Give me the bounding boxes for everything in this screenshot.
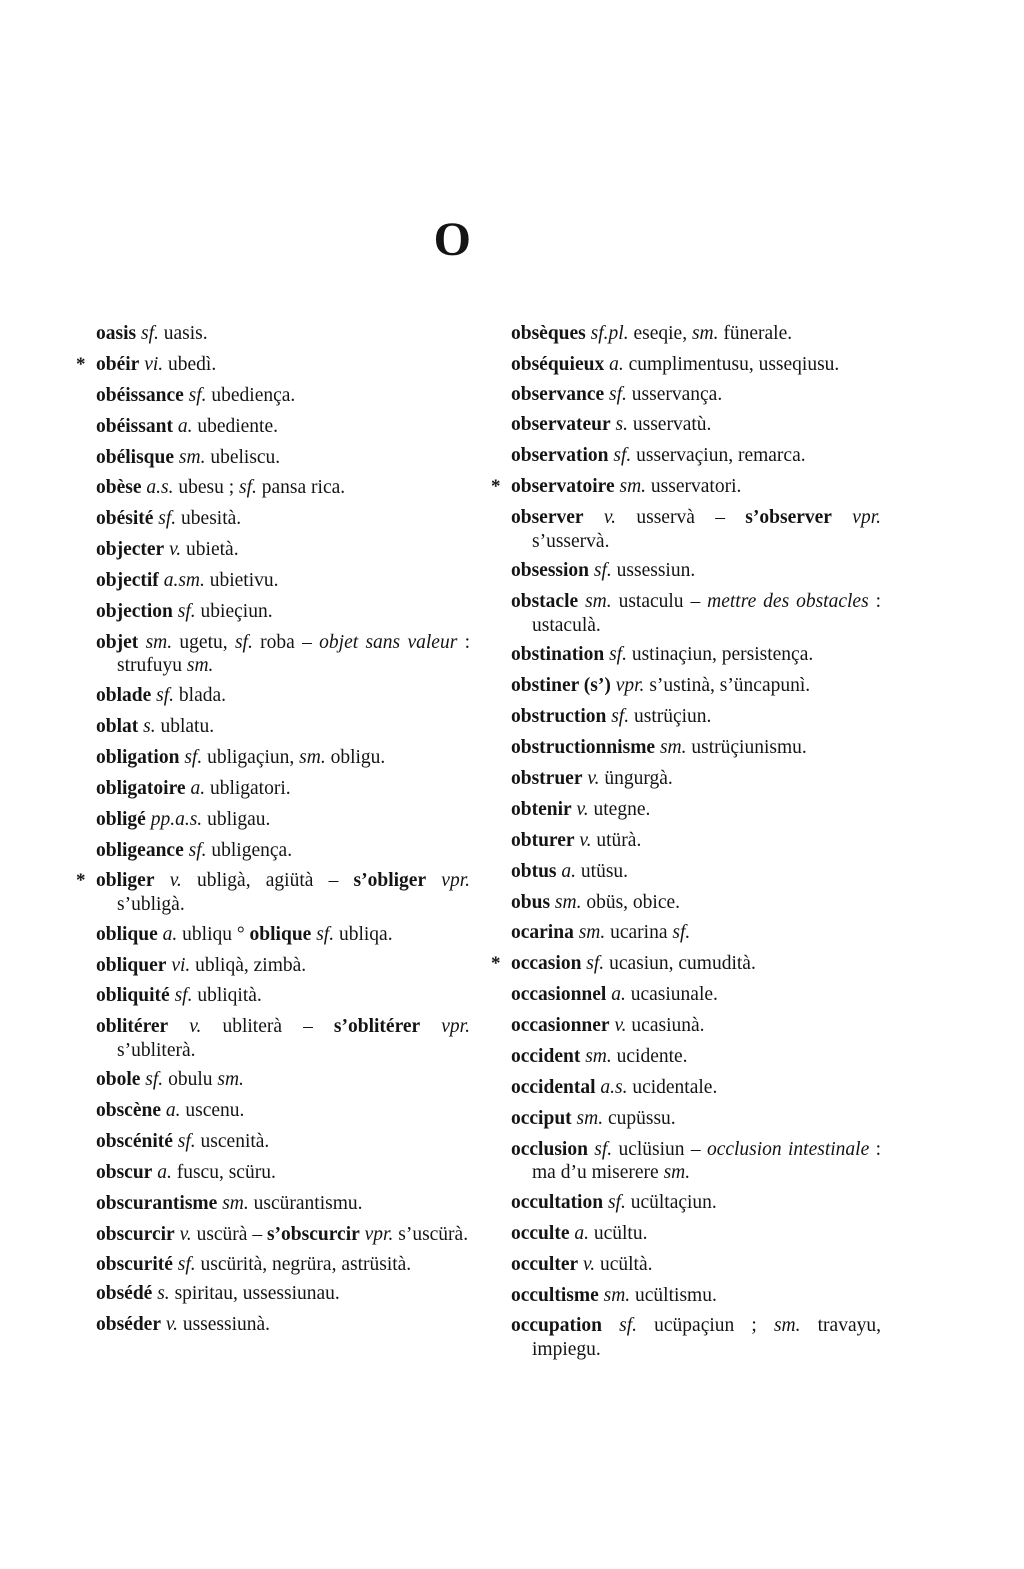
definition-text: üngurgà. — [599, 767, 673, 789]
definition-text: uscürà – — [191, 1223, 267, 1245]
definition-text: ubliqà, zimbà. — [190, 954, 307, 976]
definition-text — [602, 1315, 619, 1336]
dictionary-entry — [511, 1284, 881, 1308]
headword: obus — [511, 891, 551, 913]
dictionary-entry — [511, 860, 881, 884]
headword: occasionner — [511, 1015, 610, 1037]
dictionary-entry — [511, 444, 881, 468]
definition-text — [155, 870, 170, 891]
definition-text: : strufuyu — [117, 631, 471, 677]
dictionary-entry — [96, 715, 470, 739]
grammar-label: sf.pl. — [590, 323, 629, 344]
definition-text: s’uscürà. — [393, 1223, 469, 1245]
definition-text: ubliqu ° — [177, 923, 250, 945]
definition-text — [584, 507, 604, 528]
headword: obsèques — [511, 323, 586, 344]
definition-text: utegne. — [588, 798, 651, 820]
dictionary-entry — [511, 674, 881, 698]
headword: occasionnel — [511, 984, 607, 1006]
definition-text: usservatù. — [628, 414, 712, 436]
definition-text — [138, 632, 145, 653]
grammar-label: vpr. — [441, 1016, 470, 1038]
definition-text: : ustaculà. — [532, 591, 882, 636]
headword: occidental — [511, 1076, 596, 1098]
grammar-label: v. — [169, 870, 182, 892]
definition-text: ustaculu – — [611, 591, 708, 613]
dictionary-entry — [96, 1015, 470, 1062]
grammar-label: sm. — [603, 1284, 631, 1306]
dictionary-entry — [511, 1138, 881, 1185]
definition-text: ucültà. — [595, 1253, 653, 1275]
headword: observer — [511, 507, 584, 529]
headword: obtenir — [511, 798, 572, 820]
dictionary-entry — [96, 1192, 470, 1216]
grammar-label: sm. — [217, 1069, 244, 1091]
headword: objet — [96, 631, 139, 653]
grammar-label: sm. — [178, 446, 206, 468]
dictionary-entry — [511, 921, 881, 945]
definition-text: ussessiunà. — [177, 1314, 271, 1336]
dictionary-entry — [511, 798, 881, 822]
definition-text: fuscu, scüru. — [171, 1162, 276, 1184]
headword: observation — [511, 445, 609, 467]
example-phrase: occlusion intestinale — [706, 1138, 870, 1160]
definition-text: ustrüçiun. — [629, 706, 712, 728]
headword: obsession — [511, 560, 590, 582]
headword: s’observer — [745, 507, 832, 529]
example-phrase: mettre des obstacles — [707, 591, 869, 613]
headword: obtus — [511, 860, 557, 882]
definition-text: ubieçiun. — [195, 601, 273, 623]
grammar-label: sf. — [611, 706, 630, 728]
headword: obligeance — [96, 839, 184, 861]
definition-text: usservança. — [626, 383, 723, 405]
definition-text: s’ubliterà. — [117, 1039, 196, 1061]
headword: obscène — [96, 1100, 161, 1122]
headword: obstruction — [511, 706, 607, 728]
definition-text: s’ubligà. — [117, 893, 185, 915]
definition-text: uscenità. — [195, 1131, 270, 1153]
grammar-label: sf. — [184, 746, 203, 768]
grammar-label: s. — [157, 1283, 170, 1305]
definition-text: uasis. — [158, 323, 208, 344]
dictionary-entry — [511, 1253, 881, 1277]
definition-text: ubediente. — [192, 415, 278, 437]
grammar-label: sf. — [619, 1315, 638, 1337]
definition-text: ubietivu. — [204, 570, 279, 592]
dictionary-entry — [96, 569, 470, 593]
definition-text: s’ustinà, s’üncapunì. — [644, 675, 811, 697]
headword: observateur — [511, 414, 611, 436]
dictionary-entry — [96, 1099, 470, 1123]
dictionary-entry — [96, 1223, 470, 1247]
asterisk-marker: * — [491, 953, 501, 975]
grammar-label: v. — [165, 1314, 178, 1336]
dictionary-entry — [76, 869, 471, 916]
headword: obsédé — [96, 1283, 153, 1305]
headword: objecter — [96, 539, 165, 561]
definition-text: ubligau. — [202, 808, 271, 830]
headword: occiput — [511, 1107, 572, 1129]
grammar-label: v. — [587, 767, 600, 789]
definition-text: ucültaçiun. — [625, 1191, 717, 1213]
headword: obscurcir — [96, 1223, 175, 1245]
definition-text: ucidentale. — [627, 1076, 718, 1098]
headword: occupation — [511, 1315, 603, 1337]
grammar-label: v. — [179, 1223, 192, 1245]
headword: oasis — [96, 323, 137, 344]
headword: occident — [511, 1045, 581, 1067]
grammar-label: v. — [614, 1015, 627, 1037]
definition-text: ubesità. — [176, 508, 242, 530]
dictionary-entry — [511, 705, 881, 729]
definition-text: ubligà, agiütà – — [181, 870, 354, 892]
grammar-label: sm. — [663, 1162, 691, 1184]
grammar-label: sm. — [299, 746, 326, 768]
dictionary-entry — [96, 384, 470, 408]
asterisk-marker: * — [491, 476, 501, 498]
dictionary-entry — [511, 559, 881, 583]
definition-text: eseqie, — [628, 323, 692, 344]
definition-text — [420, 1016, 441, 1037]
dictionary-entry — [96, 1130, 470, 1154]
dictionary-entry — [511, 1076, 881, 1100]
headword: observatoire — [511, 476, 615, 498]
dictionary-entry — [96, 839, 470, 863]
grammar-label: v. — [603, 507, 617, 529]
grammar-label: sf. — [177, 601, 196, 623]
headword: obole — [96, 1069, 141, 1091]
definition-text: s’usservà. — [532, 530, 610, 552]
grammar-label: sf. — [239, 477, 257, 499]
dictionary-entry — [96, 538, 470, 562]
dictionary-entry — [511, 1191, 881, 1215]
dictionary-entry — [96, 322, 470, 346]
headword: obèse — [96, 477, 142, 499]
headword: obéissance — [96, 384, 184, 406]
grammar-label: a. — [162, 923, 178, 945]
headword: obscurité — [96, 1253, 173, 1275]
headword: obliger — [96, 870, 155, 892]
grammar-label: sm. — [773, 1315, 801, 1337]
headword: obliquité — [96, 985, 170, 1007]
grammar-label: sm. — [659, 737, 687, 759]
section-letter: O — [433, 213, 472, 266]
headword: obéir — [96, 353, 140, 375]
grammar-label: a. — [157, 1162, 172, 1184]
grammar-label: a. — [611, 984, 626, 1006]
grammar-label: sf. — [594, 1138, 613, 1160]
headword: objectif — [96, 570, 159, 592]
asterisk-marker: * — [76, 870, 86, 892]
dictionary-entry — [491, 475, 881, 499]
grammar-label: vi. — [171, 954, 191, 976]
dictionary-entry — [491, 952, 881, 976]
section-letter-heading — [0, 212, 966, 267]
headword: obstination — [511, 644, 605, 666]
definition-text: uscürantismu. — [248, 1193, 363, 1215]
definition-text: obligu. — [325, 746, 386, 768]
dictionary-entry — [96, 1282, 470, 1306]
dictionary-entry — [76, 353, 470, 377]
definition-text: ucasiunà. — [626, 1015, 705, 1037]
grammar-label: a.s. — [146, 477, 174, 499]
grammar-label: v. — [583, 1253, 596, 1275]
headword: obstruer — [511, 767, 583, 789]
dictionary-entry — [96, 684, 470, 708]
definition-text: ubietà. — [181, 539, 239, 561]
grammar-label: v. — [169, 539, 182, 561]
grammar-label: sf. — [140, 323, 159, 344]
grammar-label: sf. — [672, 922, 691, 944]
headword: s’obscurcir — [266, 1223, 360, 1245]
headword: obséder — [96, 1314, 161, 1336]
dictionary-entry — [511, 767, 881, 791]
definition-text: ubeliscu. — [205, 446, 281, 468]
dictionary-entry — [96, 446, 470, 470]
grammar-label: vi. — [144, 353, 164, 375]
grammar-label: vpr. — [364, 1223, 394, 1245]
headword: obélisque — [96, 446, 175, 468]
definition-text: utüsu. — [576, 860, 629, 882]
grammar-label: a. — [190, 777, 206, 799]
headword: obésité — [96, 508, 154, 530]
definition-text: ubesu ; — [173, 477, 240, 499]
headword: occasion — [511, 953, 582, 975]
grammar-label: sm. — [578, 922, 606, 944]
grammar-label: sf. — [177, 1253, 196, 1275]
grammar-label: sm. — [186, 655, 214, 677]
grammar-label: v. — [579, 829, 592, 851]
headword: obliquer — [96, 954, 167, 976]
dictionary-entry — [96, 1313, 470, 1337]
definition-text: ubedì. — [163, 353, 217, 375]
grammar-label: a. — [165, 1100, 181, 1122]
dictionary-entry — [511, 891, 881, 915]
grammar-label: pp.a.s. — [150, 808, 203, 830]
definition-text: spiritau, ussessiunau. — [169, 1283, 340, 1305]
definition-text — [168, 1016, 189, 1037]
dictionary-entry — [96, 1253, 470, 1277]
definition-text: ucarina — [605, 922, 673, 944]
grammar-label: sm. — [576, 1107, 604, 1129]
grammar-label: a.sm. — [163, 570, 205, 592]
example-phrase: objet sans valeur — [319, 631, 458, 653]
dictionary-entry — [511, 1314, 881, 1361]
headword: obstacle — [511, 591, 579, 613]
grammar-label: a. — [609, 353, 624, 375]
dictionary-entry — [96, 954, 470, 978]
dictionary-entry — [96, 923, 470, 947]
dictionary-entry — [511, 1045, 881, 1069]
grammar-label: sm. — [222, 1193, 249, 1215]
definition-text: ucüpaçiun ; — [637, 1315, 774, 1337]
definition-text: ubligença. — [206, 839, 293, 861]
dictionary-entry — [96, 507, 470, 531]
dictionary-entry — [96, 415, 470, 439]
dictionary-entry — [511, 383, 881, 407]
definition-text: travayu, impiegu. — [532, 1315, 881, 1360]
definition-text: utürà. — [591, 829, 642, 851]
dictionary-entry — [511, 590, 881, 637]
headword: objection — [96, 601, 173, 623]
definition-text: ucasiunale. — [625, 984, 718, 1006]
dictionary-entry — [96, 777, 470, 801]
grammar-label: sm. — [585, 591, 612, 613]
definition-text: uscenu. — [180, 1100, 245, 1122]
definition-text: ublatu. — [155, 715, 215, 737]
dictionary-entry — [511, 506, 881, 553]
left-column — [76, 322, 471, 1344]
grammar-label: a. — [574, 1222, 589, 1244]
headword: obturer — [511, 829, 575, 851]
grammar-label: vpr. — [852, 507, 882, 529]
grammar-label: sf. — [188, 839, 207, 861]
headword: obligé — [96, 808, 146, 830]
headword: oblitérer — [96, 1016, 169, 1038]
grammar-label: sf. — [593, 560, 612, 582]
definition-text: : ma d’u miserere — [532, 1138, 881, 1184]
headword: obligation — [96, 746, 180, 768]
dictionary-entry — [511, 829, 881, 853]
definition-text: ubliterà – — [201, 1016, 334, 1038]
grammar-label: sf. — [174, 985, 193, 1007]
headword: oblique — [96, 923, 158, 945]
definition-text: ugetu, — [172, 631, 235, 653]
right-column — [491, 322, 882, 1368]
definition-text: ubliqità. — [192, 985, 262, 1007]
grammar-label: a. — [561, 860, 577, 882]
grammar-label: sm. — [691, 323, 719, 344]
headword: occultation — [511, 1191, 604, 1213]
definition-text: ubligatori. — [205, 777, 291, 799]
grammar-label: sf. — [609, 644, 627, 666]
definition-text — [426, 870, 441, 891]
headword: obscur — [96, 1162, 153, 1184]
definition-text: ucültismu. — [630, 1284, 717, 1306]
grammar-label: s. — [143, 715, 156, 737]
definition-text: pansa rica. — [256, 477, 346, 499]
definition-text: cupüssu. — [603, 1107, 676, 1129]
grammar-label: sf. — [156, 685, 175, 707]
dictionary-entry — [96, 984, 470, 1008]
dictionary-entry — [511, 1222, 881, 1246]
headword: oblat — [96, 715, 139, 737]
grammar-label: a.s. — [600, 1076, 628, 1098]
definition-text: ubliqa. — [334, 923, 393, 945]
dictionary-entry — [511, 643, 881, 667]
definition-text: ucasiun, cumudità. — [604, 953, 756, 975]
grammar-label: sm. — [585, 1045, 612, 1067]
grammar-label: sf. — [158, 508, 177, 530]
dictionary-entry — [511, 353, 881, 377]
dictionary-entry — [96, 600, 470, 624]
definition-text: cumplimentusu, usseqiusu. — [623, 353, 840, 375]
dictionary-entry — [96, 476, 470, 500]
definition-text: obulu — [163, 1069, 218, 1091]
grammar-label: vpr. — [441, 870, 471, 892]
headword: occultisme — [511, 1284, 599, 1306]
definition-text: uscürità, negrüra, astrüsità. — [195, 1253, 412, 1275]
headword: obéissant — [96, 415, 173, 437]
headword: occulte — [511, 1222, 570, 1244]
headword: observance — [511, 383, 605, 405]
headword: oblique — [249, 923, 312, 945]
definition-text: ustrüçiunismu. — [686, 737, 807, 759]
definition-text: roba – — [252, 631, 320, 653]
grammar-label: sf. — [613, 445, 632, 467]
definition-text: ucültu. — [588, 1222, 648, 1244]
headword: occlusion — [511, 1138, 588, 1160]
grammar-label: a. — [177, 415, 193, 437]
grammar-label: sf. — [316, 923, 335, 945]
grammar-label: sm. — [145, 631, 173, 653]
headword: obséquieux — [511, 353, 605, 375]
grammar-label: v. — [189, 1016, 202, 1038]
asterisk-marker: * — [76, 353, 86, 375]
definition-text — [832, 507, 852, 528]
grammar-label: sm. — [554, 891, 582, 913]
grammar-label: sf. — [145, 1069, 164, 1091]
grammar-label: sf. — [609, 383, 627, 405]
definition-text: ussessiun. — [611, 560, 696, 582]
definition-text: ustinaçiun, persistença. — [626, 644, 814, 666]
headword: obscénité — [96, 1131, 173, 1153]
headword: obstructionnisme — [511, 737, 656, 759]
grammar-label: v. — [576, 798, 589, 820]
dictionary-entry — [96, 808, 470, 832]
dictionary-entry — [511, 413, 881, 437]
grammar-label: s. — [615, 414, 628, 436]
headword: obstiner (s’) — [511, 675, 611, 697]
dictionary-entry — [96, 1068, 470, 1092]
headword: ocarina — [511, 922, 574, 944]
dictionary-entry — [511, 1107, 881, 1131]
headword: obligatoire — [96, 777, 186, 799]
definition-text: uclüsiun – — [612, 1138, 707, 1160]
dictionary-entry — [96, 1161, 470, 1185]
definition-text: ubligaçiun, — [202, 746, 300, 768]
definition-text: obüs, obice. — [581, 891, 681, 913]
definition-text: usservaçiun, remarca. — [631, 445, 806, 467]
grammar-label: sf. — [177, 1131, 196, 1153]
headword: occulter — [511, 1253, 579, 1275]
definition-text: ucidente. — [611, 1045, 688, 1067]
headword: s’obliger — [353, 870, 427, 892]
headword: obscurantisme — [96, 1193, 218, 1215]
grammar-label: sf. — [234, 631, 253, 653]
dictionary-entry — [511, 322, 881, 346]
definition-text: ubediença. — [206, 384, 296, 406]
dictionary-entry — [96, 631, 470, 678]
definition-text: usservà – — [616, 507, 746, 529]
dictionary-entry — [511, 1014, 881, 1038]
grammar-label: sf. — [586, 953, 605, 975]
headword: oblade — [96, 685, 152, 707]
dictionary-entry — [96, 746, 470, 770]
dictionary-entry — [511, 983, 881, 1007]
definition-text: blada. — [174, 685, 227, 707]
definition-text: fünerale. — [718, 323, 793, 344]
headword: s’oblitérer — [333, 1016, 421, 1038]
definition-text: usservatori. — [646, 476, 742, 498]
dictionary-entry — [511, 736, 881, 760]
grammar-label: sf. — [188, 384, 207, 406]
grammar-label: vpr. — [615, 675, 645, 697]
grammar-label: sf. — [607, 1191, 626, 1213]
grammar-label: sm. — [619, 476, 647, 498]
